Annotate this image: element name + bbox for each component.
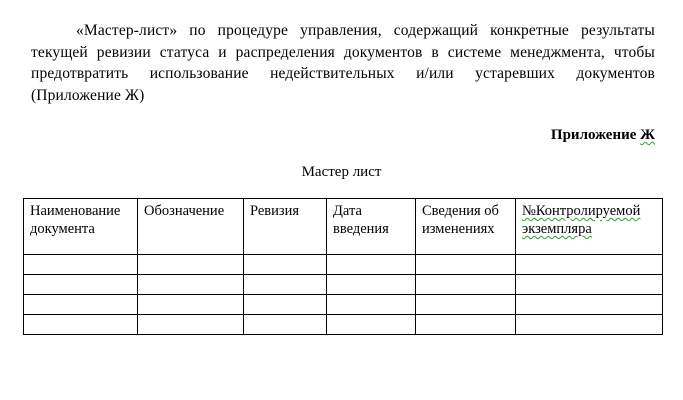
table-cell[interactable] [24,255,138,275]
appendix-label [551,127,655,144]
header-designation: Обозначение [138,199,244,255]
table-row [24,295,663,315]
table-cell[interactable] [516,315,663,335]
table-cell[interactable] [416,255,516,275]
header-controlled-copy-number: №Контролируемой экземпляра [516,199,663,255]
table-cell[interactable] [138,255,244,275]
table-cell[interactable] [24,295,138,315]
table-header-row [24,199,663,255]
table-cell[interactable] [516,275,663,295]
table-cell[interactable] [416,315,516,335]
table-cell[interactable] [327,315,416,335]
table-cell[interactable] [516,295,663,315]
table-title: Мастер лист [301,164,382,180]
table-cell[interactable] [138,315,244,335]
table-cell[interactable] [138,275,244,295]
table-cell[interactable] [244,295,327,315]
table-row [24,275,663,295]
header-revision: Ревизия [244,199,327,255]
table-cell[interactable] [327,275,416,295]
table-cell[interactable] [244,255,327,275]
master-list-table [23,198,663,335]
table-row [24,255,663,275]
table-cell[interactable] [24,275,138,295]
table-cell[interactable] [244,275,327,295]
table-cell[interactable] [138,295,244,315]
table-cell[interactable] [327,255,416,275]
table-cell[interactable] [416,275,516,295]
intro-paragraph: «Мастер-лист» по процедуре управления, содержащий конкретные результаты текущей ревизии статуса и распределения документов в системе менеджмента, чтобы предотвратить использование недействительных и/или устаревших документов (Приложение Ж) [31,22,655,104]
header-change-info: Сведения об изменениях [416,199,516,255]
table-cell[interactable] [516,255,663,275]
table-row [24,315,663,335]
table-cell[interactable] [416,295,516,315]
header-date-introduced: Дата введения [327,199,416,255]
appendix-label-prefix: Приложение [550,127,641,143]
appendix-label-letter: Ж [640,127,655,143]
table-cell[interactable] [24,315,138,335]
table-cell[interactable] [244,315,327,335]
table-cell[interactable] [327,295,416,315]
header-document-name: Наименование документа [24,199,138,255]
